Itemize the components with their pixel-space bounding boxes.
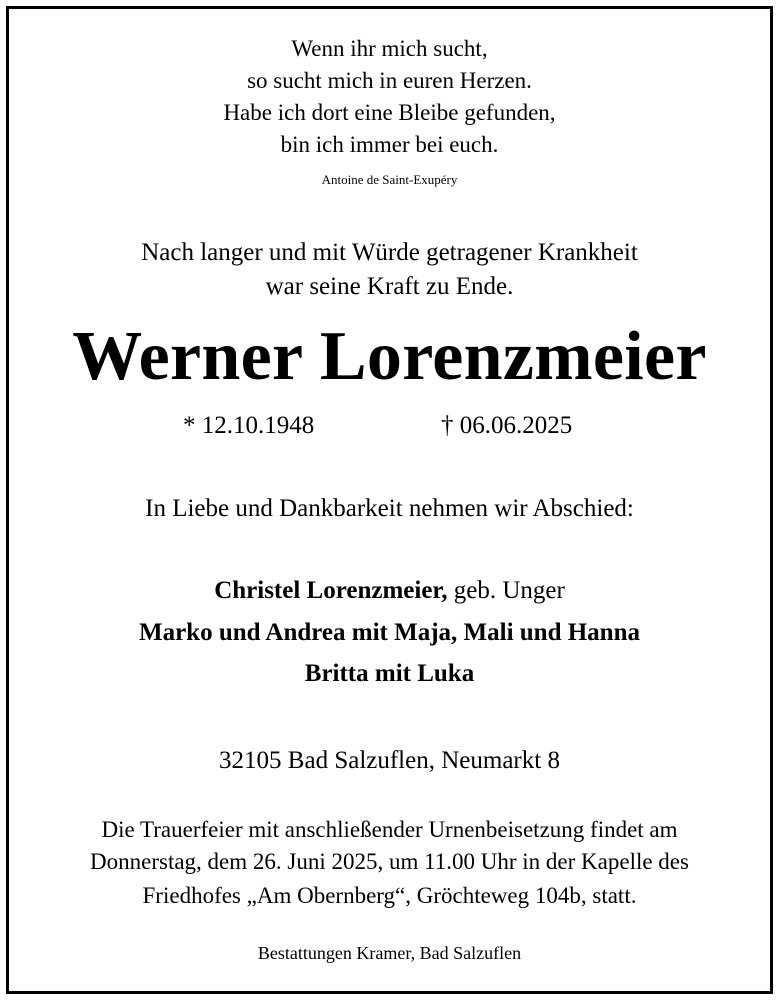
farewell-text: In Liebe und Dankbarkeit nehmen wir Abschied: — [145, 495, 634, 522]
intro-line: war seine Kraft zu Ende. — [265, 273, 514, 300]
poem-line: so sucht mich in euren Herzen. — [247, 68, 532, 93]
intro-line: Nach langer und mit Würde getragener Krankheit — [141, 239, 638, 266]
undertaker: Bestattungen Kramer, Bad Salzuflen — [257, 943, 522, 963]
mourner-spouse — [0, 578, 779, 603]
service-line: Friedhofes „Am Obernberg“, Gröchteweg 104b, statt. — [142, 883, 637, 908]
birth-date: * 12.10.1948 — [183, 412, 315, 439]
service-line: Die Trauerfeier mit anschließender Urnenbeisetzung findet am — [101, 817, 678, 842]
death-date: † 06.06.2025 — [441, 412, 573, 439]
spouse-name: Christel Lorenzmeier, — [214, 577, 448, 604]
poem-line: Habe ich dort eine Bleibe gefunden, — [223, 100, 556, 125]
deceased-name: Werner Lorenzmeier — [72, 318, 707, 395]
mourner-family: Britta mit Luka — [304, 660, 475, 687]
mourner-family: Marko und Andrea mit Maja, Mali und Hanna — [138, 619, 640, 646]
poem-line: Wenn ihr mich sucht, — [291, 36, 488, 61]
poem-line: bin ich immer bei euch. — [280, 132, 499, 157]
spouse-maiden-name: geb. Unger — [447, 577, 565, 604]
service-line: Donnerstag, dem 26. Juni 2025, um 11.00 Uhr in der Kapelle des — [90, 849, 689, 874]
poem-author: Antoine de Saint-Exupéry — [321, 172, 458, 187]
address: 32105 Bad Salzuflen, Neumarkt 8 — [219, 747, 560, 774]
